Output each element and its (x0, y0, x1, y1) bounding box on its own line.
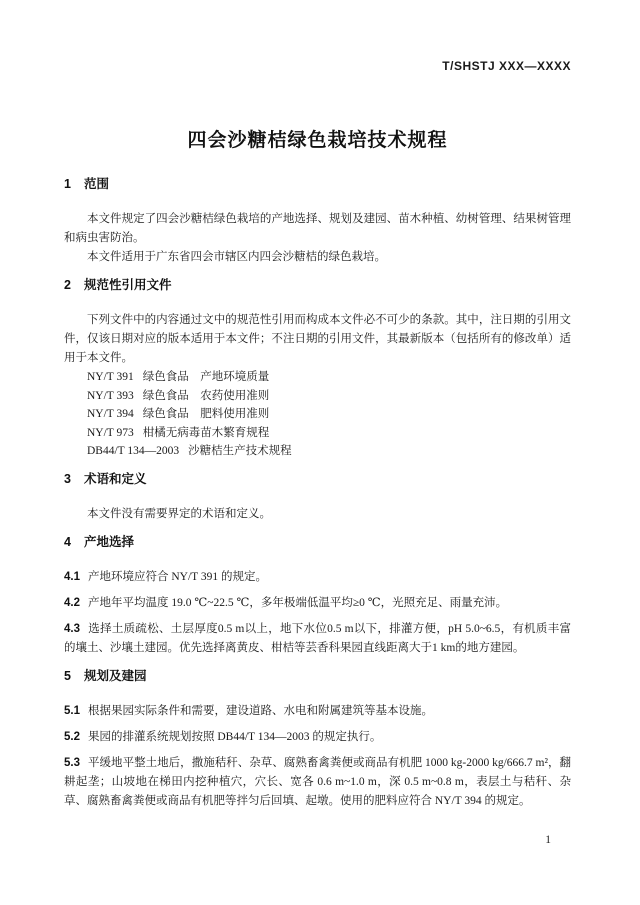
reference-name: 绿色食品 产地环境质量 (142, 371, 270, 383)
page-number: 1 (545, 834, 551, 846)
clause (64, 728, 571, 747)
section-title: 规划及建园 (83, 668, 147, 683)
reference-list (64, 368, 571, 461)
reference-code: NY/T 391 (87, 371, 134, 383)
section-title: 范围 (83, 177, 109, 191)
section-number: 1 (64, 177, 71, 191)
section-title: 术语和定义 (83, 471, 147, 486)
clause-text: 产地年平均温度 19.0 ℃~22.5 ℃，多年极端低温平均≥0 ℃，光照充足、雨量充沛。 (88, 596, 508, 609)
reference-item (87, 368, 571, 387)
section-heading (64, 669, 571, 684)
section-scope (64, 177, 571, 267)
section-site-selection (64, 535, 571, 658)
reference-item (87, 424, 571, 443)
section-normative-references (64, 278, 571, 461)
reference-name: 沙糖桔生产技术规程 (188, 445, 292, 457)
section-heading (64, 535, 571, 550)
reference-code: NY/T 973 (87, 426, 134, 439)
section-heading (64, 472, 571, 487)
clause (64, 594, 571, 613)
section-heading (64, 177, 571, 192)
paragraph: 下列文件中的内容通过文中的规范性引用而构成本文件必不可少的条款。其中，注日期的引用文件，仅该日期对应的版本适用于本文件；不注日期的引用文件，其最新版本（包括所有的修改单）适用于本文件。 (64, 314, 571, 364)
reference-item (87, 387, 571, 406)
reference-name: 柑橘无病毒苗木繁育规程 (142, 426, 270, 439)
clause-number: 4.1 (64, 570, 80, 583)
clause-text: 产地环境应符合 NY/T 391 的规定。 (88, 570, 267, 583)
clause (64, 620, 571, 658)
reference-code: DB44/T 134—2003 (87, 445, 180, 457)
section-title: 规范性引用文件 (83, 278, 172, 292)
clause-text: 平缓地平整土地后，撒施秸秆、杂草、腐熟畜禽粪便或商品有机肥 1000 kg-2000 kg/666.7 m²，翻耕起垄；山坡地在梯田内挖种植穴，穴长、宽各 0.6 m~1.0 m，深 0.5 m~0.8 m，表层土与秸秆、杂草、腐熟畜禽粪便或商品有机肥等拌匀后回填、起墩。使用的肥料应符合 NY/T 394 的规定。 (64, 756, 571, 807)
clause-number: 4.2 (64, 596, 80, 609)
clause-number: 5.3 (64, 756, 80, 769)
clause-number: 5.2 (64, 730, 80, 743)
reference-code: NY/T 394 (87, 408, 134, 420)
paragraph: 本文件没有需要界定的术语和定义。 (87, 507, 271, 520)
doc-code: T/SHSTJ XXX—XXXX (442, 59, 571, 73)
section-terms (64, 472, 571, 524)
clause-number: 4.3 (64, 622, 80, 635)
reference-name: 绿色食品 肥料使用准则 (142, 408, 270, 420)
section-number: 4 (64, 534, 71, 549)
clause-number: 5.1 (64, 704, 80, 717)
clause-text: 果园的排灌系统规划按照 DB44/T 134—2003 的规定执行。 (88, 730, 382, 743)
reference-item (87, 442, 571, 461)
section-heading (64, 278, 571, 293)
reference-item (87, 405, 571, 424)
clause (64, 702, 571, 721)
doc-title: 四会沙糖桔绿色栽培技术规程 (187, 130, 448, 151)
paragraph: 本文件适用于广东省四会市辖区内四会沙糖桔的绿色栽培。 (87, 251, 386, 263)
reference-name: 绿色食品 农药使用准则 (142, 389, 270, 402)
section-number: 3 (64, 471, 71, 486)
clause (64, 754, 571, 811)
paragraph: 本文件规定了四会沙糖桔绿色栽培的产地选择、规划及建园、苗木种植、幼树管理、结果树管理和病虫害防治。 (64, 213, 571, 244)
section-planning (64, 669, 571, 811)
section-number: 5 (64, 668, 71, 683)
reference-code: NY/T 393 (87, 389, 134, 402)
section-title: 产地选择 (83, 534, 134, 549)
clause (64, 568, 571, 587)
section-number: 2 (64, 278, 71, 292)
clause-text: 选择土质疏松、土层厚度0.5 m以上，地下水位0.5 m以下，排灌方便，pH 5.0~6.5，有机质丰富的壤土、沙壤土建园。优先选择离黄皮、柑桔等芸香科果园直线距离大于1 km的地方建园。 (64, 622, 571, 654)
clause-text: 根据果园实际条件和需要，建设道路、水电和附属建筑等基本设施。 (88, 704, 433, 717)
